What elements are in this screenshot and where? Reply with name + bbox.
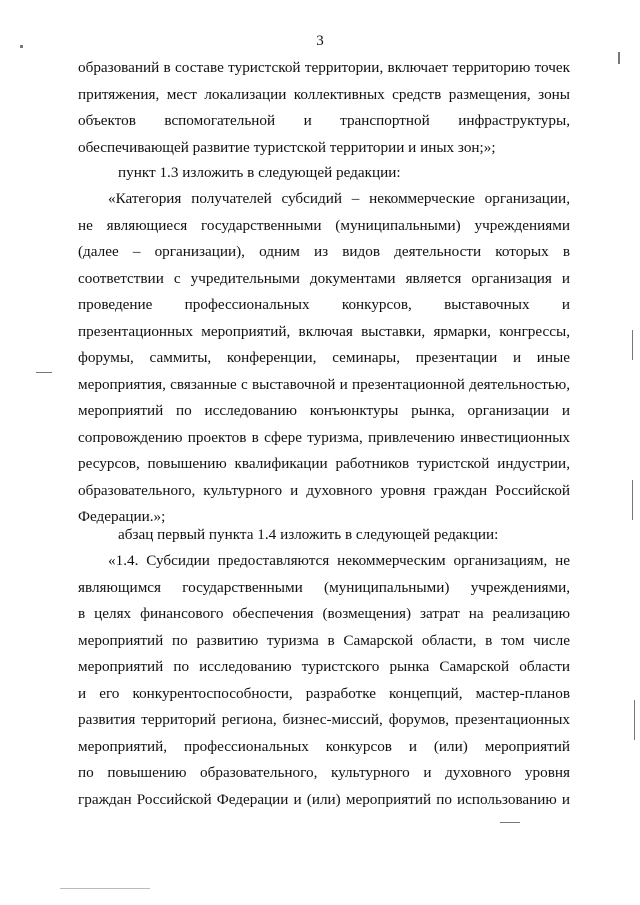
- text-line: образовательного, культурного и духовного уровня граждан Российской: [78, 481, 570, 499]
- text-line: мероприятий, профессиональных конкурсов и (или) мероприятий: [78, 737, 570, 755]
- text-line: (далее – организации), одним из видов деятельности которых в: [78, 243, 570, 260]
- scan-speck: [36, 372, 52, 373]
- text-line: обеспечивающей развитие туристской территории и иных зон;»;: [78, 138, 496, 156]
- instruction-paragraph-1-4: [78, 522, 570, 549]
- text-line: ресурсов, повышению квалификации работников туристской индустрии,: [78, 455, 570, 472]
- text-line: не являющиеся государственными (муниципальными) учреждениями: [78, 216, 570, 234]
- scan-speck: [632, 330, 633, 360]
- text-line: форумы, саммиты, конференции, семинары, презентации и иные: [78, 349, 570, 366]
- scan-speck: [60, 888, 150, 889]
- text-line: презентационных мероприятий, включая выставки, ярмарки, конгрессы,: [78, 322, 570, 340]
- scan-speck: [500, 822, 520, 823]
- text-line: мероприятий по развитию туризма в Самарской области, в том числе: [78, 631, 570, 649]
- quoted-paragraph-1-3: [78, 186, 570, 531]
- text-line: развития территорий региона, бизнес-миссий, форумов, презентационных: [78, 711, 570, 728]
- paragraph-continuation: [78, 55, 570, 161]
- text-line: объектов вспомогательной и транспортной инфраструктуры,: [78, 112, 570, 129]
- text-line: «1.4. Субсидии предоставляются некоммерческим организациям, не: [108, 552, 570, 569]
- text-line: «Категория получателей субсидий – некоммерческие организации,: [108, 190, 570, 207]
- text-line: и его конкурентоспособности, разработке концепций, мастер-планов: [78, 684, 570, 702]
- scan-speck: [618, 52, 620, 64]
- text-line: сопровождению проектов в сфере туризма, привлечению инвестиционных: [78, 428, 570, 446]
- text-line: являющимся государственными (муниципальными) учреждениями,: [78, 578, 570, 596]
- text-line: пункт 1.3 изложить в следующей редакции:: [118, 164, 401, 181]
- quoted-paragraph-1-4: [78, 548, 570, 813]
- text-line: абзац первый пункта 1.4 изложить в следующей редакции:: [118, 526, 499, 543]
- scan-speck: [20, 45, 23, 48]
- scan-speck: [632, 480, 633, 520]
- text-line: образований в составе туристской территории, включает территорию точек: [78, 59, 570, 76]
- text-line: соответствии с учредительными документами является организация и: [78, 269, 570, 287]
- text-line: мероприятий по исследованию туристского рынка Самарской области: [78, 658, 570, 675]
- text-line: в целях финансового обеспечения (возмещения) затрат на реализацию: [78, 605, 570, 622]
- scan-speck: [634, 700, 635, 740]
- text-line: граждан Российской Федерации и (или) мероприятий по использованию и: [78, 790, 570, 808]
- text-line: мероприятий по исследованию конъюнктуры рынка, организации и: [78, 402, 570, 419]
- text-line: по повышению образовательного, культурного и духовного уровня: [78, 764, 570, 781]
- text-line: Федерации.»;: [78, 508, 166, 525]
- instruction-paragraph-1-3: [78, 160, 570, 187]
- text-line: проведение профессиональных конкурсов, выставочных и: [78, 296, 570, 313]
- text-line: мероприятия, связанные с выставочной и презентационной деятельностью,: [78, 375, 570, 393]
- text-line: притяжения, мест локализации коллективных средств размещения, зоны: [78, 85, 570, 103]
- page-number: 3: [316, 33, 324, 49]
